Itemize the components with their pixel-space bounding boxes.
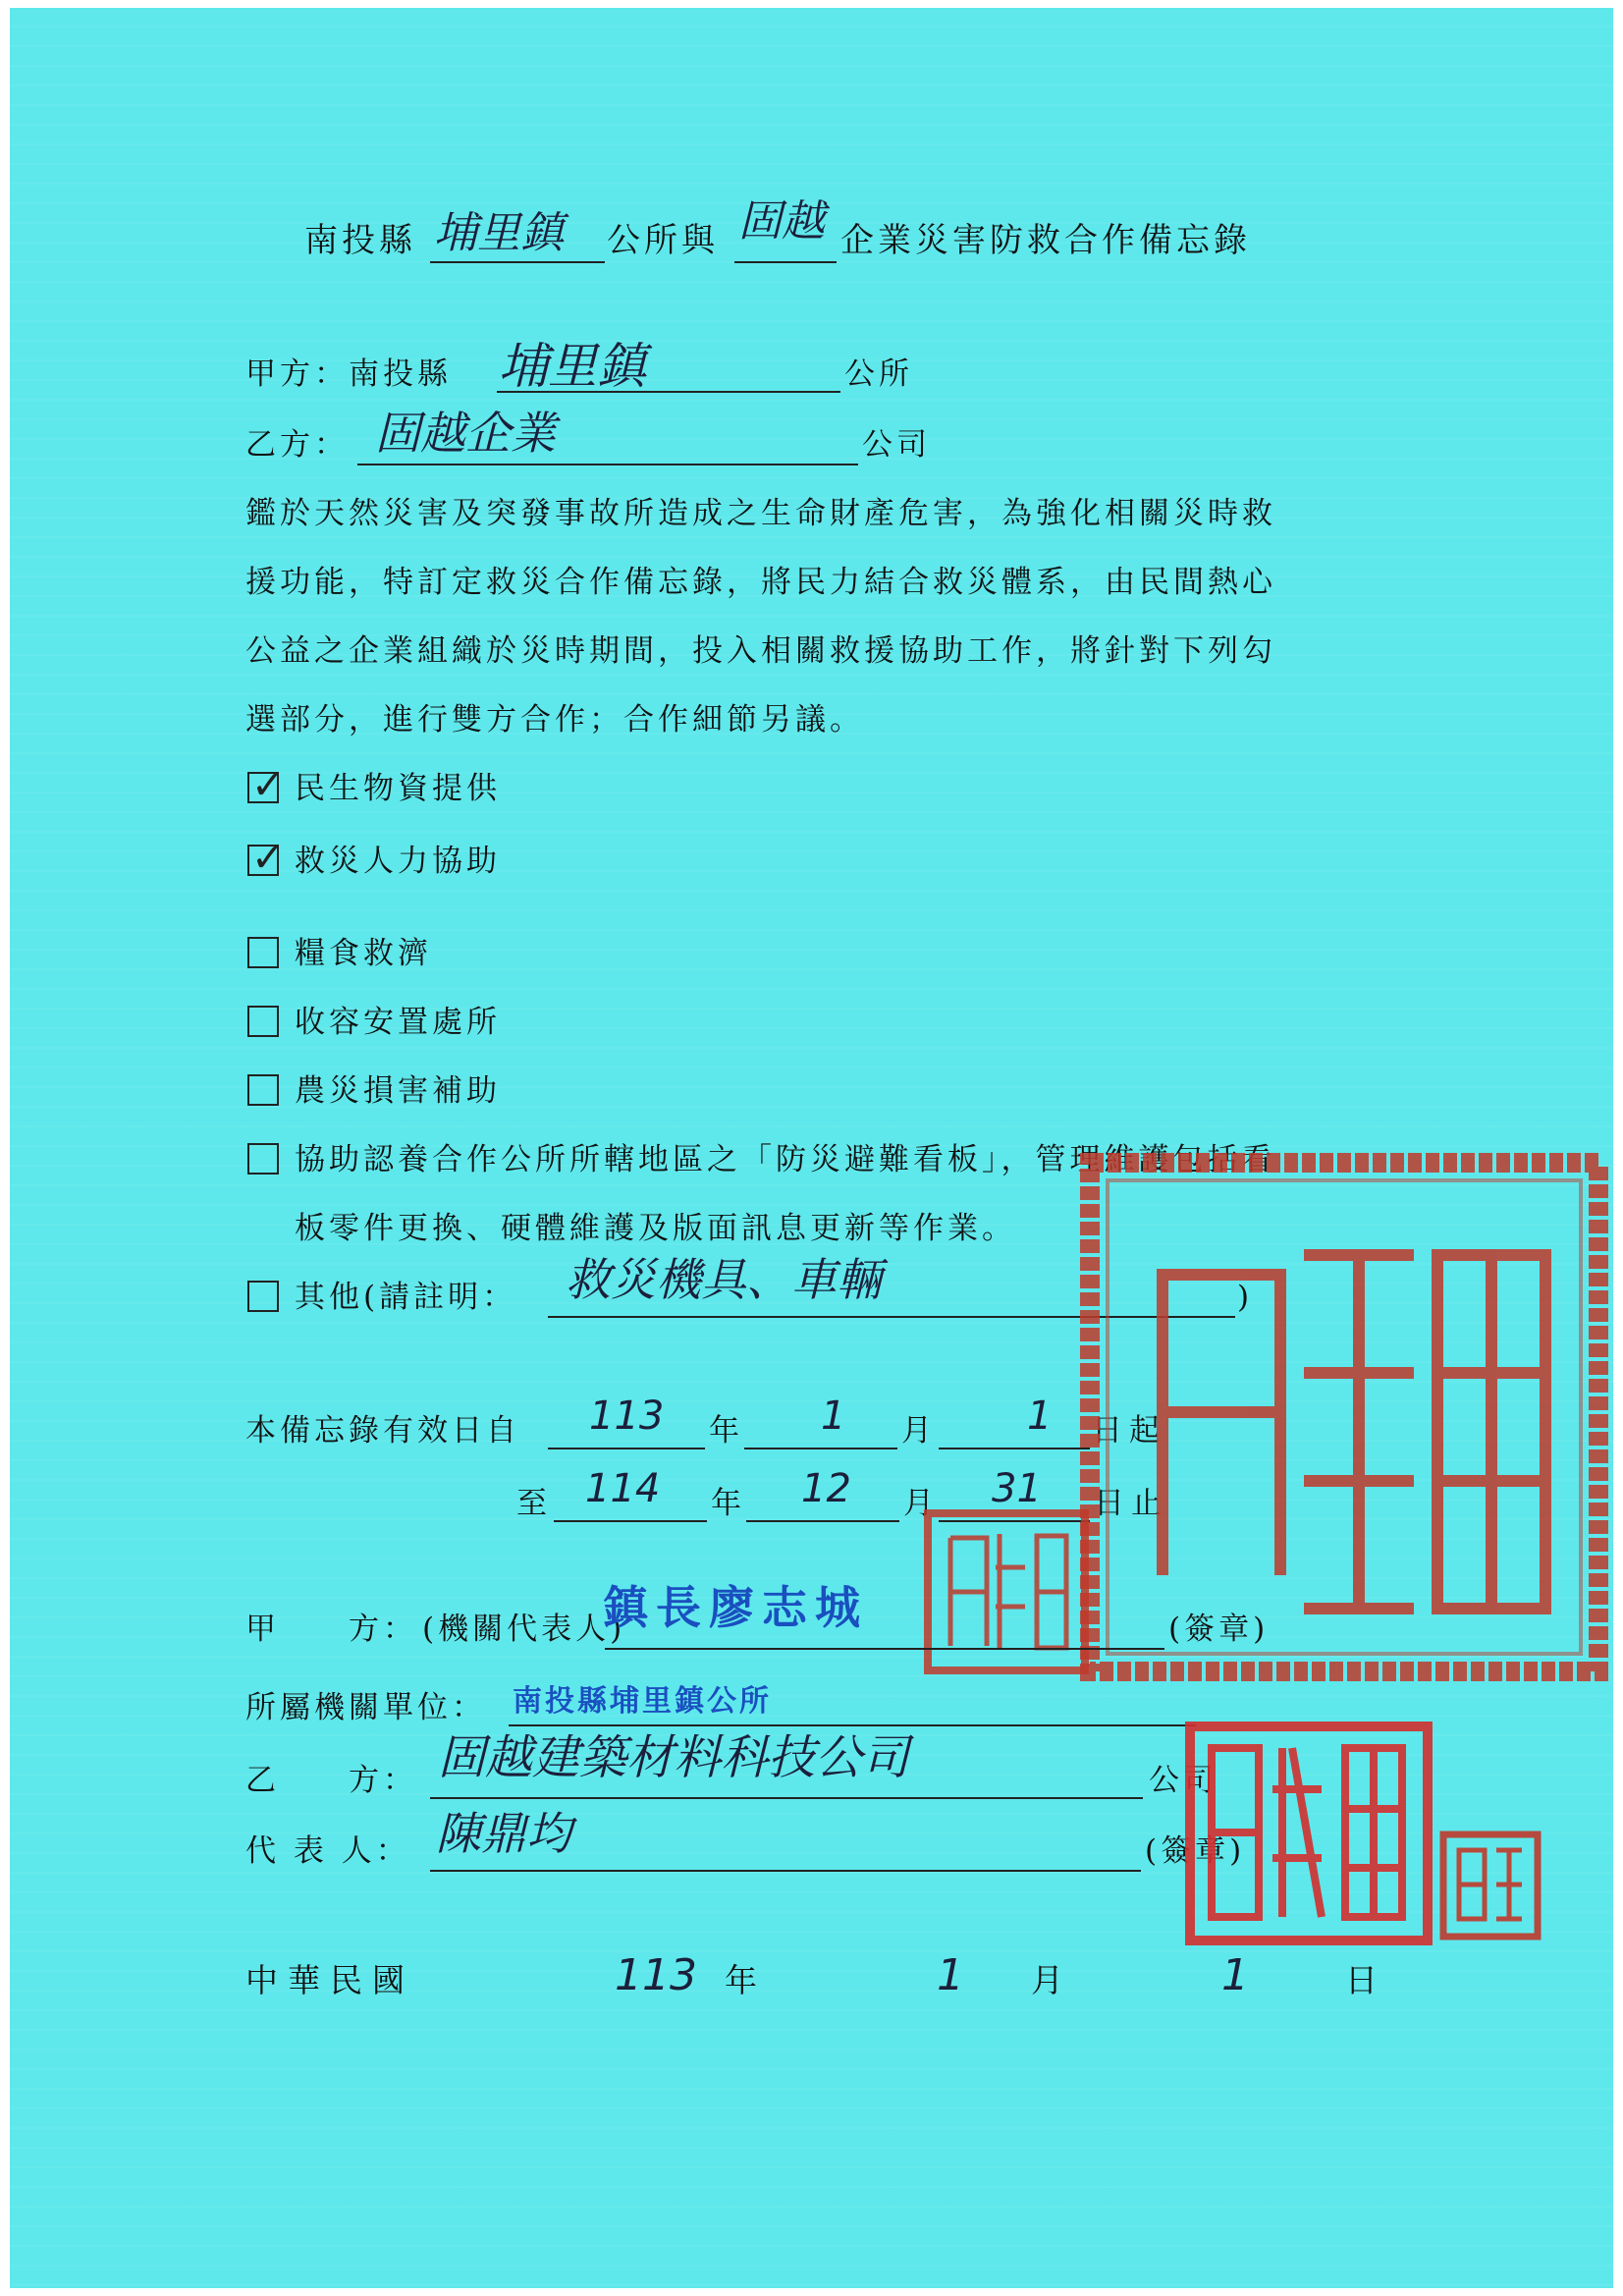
title-prefix: 南投縣 (304, 221, 416, 260)
body-line: 公益之企業組織於災時期間，投入相關救援協助工作，將針對下列勾 (245, 633, 1276, 669)
checkbox[interactable] (247, 937, 279, 968)
representative-seal (1439, 1831, 1542, 1941)
signature-b-underline[interactable] (430, 1797, 1143, 1799)
checklist-label-continued: 板零件更換、硬體維護及版面訊息更新等作業。 (295, 1211, 1016, 1246)
party-a-underline (497, 391, 840, 393)
checklist-label: 農災損害補助 (295, 1073, 501, 1109)
body-line: 援功能，特訂定救災合作備忘錄，將民力結合救災體系，由民間熱心 (245, 565, 1276, 600)
start-year: 113 (589, 1394, 665, 1439)
checklist-label: 收容安置處所 (295, 1005, 501, 1040)
checkbox[interactable] (247, 1006, 279, 1037)
start-day-underline (939, 1448, 1090, 1449)
signature-b-handwritten: 固越建築材料科技公司 (438, 1730, 910, 1785)
month-unit: 月 (901, 1413, 936, 1449)
date-era: 中華民國 (245, 1961, 414, 1999)
company-seal (1184, 1721, 1434, 1946)
validity-end-label: 至 (516, 1486, 551, 1521)
body-line: 鑑於天然災害及突發事故所造成之生命財產危害，為強化相關災時救 (245, 496, 1276, 531)
year-unit: 年 (709, 1413, 743, 1449)
checklist-label: 救災人力協助 (295, 844, 501, 879)
checkbox[interactable] (247, 1143, 279, 1175)
party-b-suffix: 公司 (862, 427, 931, 463)
checkbox[interactable] (247, 763, 285, 808)
month-unit: 月 (903, 1486, 938, 1521)
day-unit: 日 (1094, 1486, 1128, 1521)
body-line: 選部分，進行雙方合作；合作細節另議。 (245, 702, 864, 738)
title-company-handwritten: 固越 (738, 196, 825, 246)
signature-b-suffix: 公司 (1149, 1763, 1217, 1798)
checklist-label: 民生物資提供 (295, 771, 501, 806)
party-b-handwritten: 固越企業 (375, 407, 556, 460)
party-b-label: 乙方： (245, 427, 349, 463)
memorandum-page (10, 8, 1613, 2288)
checkmark-icon: ✓ (251, 836, 285, 881)
signature-a-sign-label: (簽章) (1168, 1612, 1270, 1647)
end-year-underline (554, 1520, 707, 1522)
other-handwritten: 救災機具、車輛 (566, 1253, 882, 1306)
start-month-underline (744, 1448, 897, 1449)
end-year: 114 (585, 1466, 661, 1511)
day-unit: 日 (1092, 1413, 1126, 1449)
office-small-seal (923, 1508, 1090, 1675)
other-close: ) (1237, 1280, 1254, 1315)
checkmark-icon: ✓ (251, 763, 285, 808)
title-town-underline (430, 261, 605, 263)
end-month-underline (746, 1520, 899, 1522)
start-year-underline (548, 1448, 705, 1449)
date-day: 1 (1221, 1950, 1249, 2000)
date-month-unit: 月 (1031, 1961, 1067, 1999)
date-year: 113 (615, 1950, 697, 2000)
start-month: 1 (821, 1394, 846, 1439)
signature-a-underline[interactable] (605, 1648, 1164, 1650)
start-day: 1 (1027, 1394, 1053, 1439)
year-unit: 年 (711, 1486, 745, 1521)
party-b-underline (357, 464, 858, 465)
start-suffix: 起 (1129, 1413, 1163, 1449)
representative-sign-label: (簽章) (1145, 1833, 1246, 1869)
title-suffix: 企業災害防救合作備忘錄 (840, 221, 1251, 260)
unit-stamp: 南投縣埔里鎮公所 (513, 1684, 772, 1719)
date-day-unit: 日 (1345, 1961, 1381, 1999)
representative-handwritten: 陳鼎均 (436, 1807, 571, 1860)
checklist-label: 協助認養合作公所所轄地區之「防災避難看板」，管理維護包括看 (295, 1142, 1276, 1177)
title-town-handwritten: 埔里鎮 (434, 208, 564, 258)
signature-a-label: 甲 方： (245, 1612, 417, 1647)
unit-label: 所屬機關單位： (245, 1690, 486, 1725)
checkbox[interactable] (247, 836, 285, 881)
signature-a-rep-stamp: 鎮長廖志城 (603, 1581, 868, 1634)
representative-label: 代 表 人： (245, 1833, 410, 1869)
signature-b-label: 乙 方： (245, 1763, 417, 1798)
checkbox[interactable] (247, 1281, 279, 1312)
end-month: 12 (801, 1466, 851, 1511)
checklist-label: 糧食救濟 (295, 936, 432, 971)
title-mid: 公所與 (607, 221, 719, 260)
end-day: 31 (992, 1466, 1042, 1511)
office-seal (1084, 1157, 1604, 1677)
unit-underline[interactable] (509, 1724, 1196, 1726)
signature-a-rep-label: (機關代表人) (422, 1612, 626, 1647)
title-company-underline (734, 261, 837, 263)
date-year-unit: 年 (725, 1961, 761, 1999)
end-suffix: 止 (1131, 1486, 1165, 1521)
representative-underline[interactable] (430, 1870, 1141, 1872)
checkbox[interactable] (247, 1074, 279, 1106)
party-a-handwritten: 埔里鎮 (499, 338, 646, 395)
validity-start-label: 本備忘錄有效日自 (245, 1413, 520, 1449)
date-month: 1 (937, 1950, 964, 2000)
party-a-label: 甲方：南投縣 (245, 356, 452, 392)
party-a-suffix: 公所 (844, 356, 913, 392)
other-label: 其他(請註明： (295, 1280, 517, 1315)
